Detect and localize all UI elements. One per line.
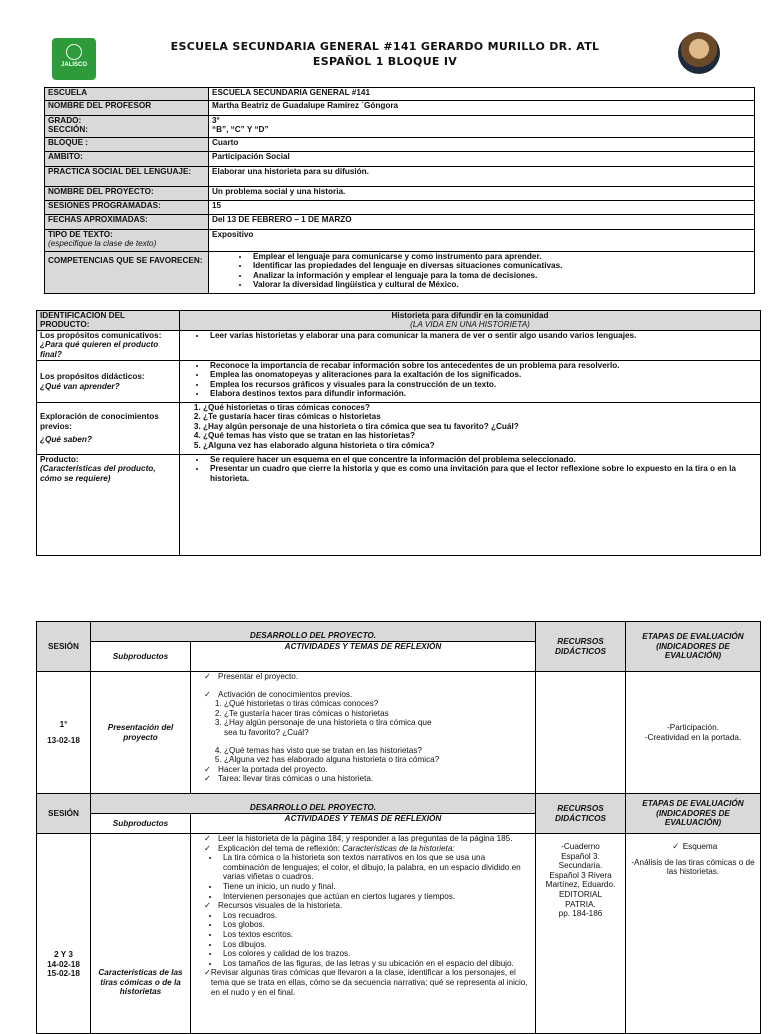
recursos-header: RECURSOS DIDÁCTICOS (536, 622, 626, 672)
row-label (45, 230, 209, 252)
table-row (45, 201, 755, 215)
check-text: Revisar algunas tiras cómicas que llevaron a la clase, identificar a los personajes, el tema que se trata en ellas, cómo se da secuencia narrativa: qué se representa al inicio, en el nudo y en el final. (210, 968, 528, 997)
sesion-number: 2 Y 3 (54, 950, 73, 959)
check-text: Tarea: llevar tiras cómicas o una historieta. (218, 774, 374, 784)
id-label: IDENTIFICACION DEL PRODUCTO: (37, 311, 180, 331)
list-item: • Los dibujos. (220, 940, 532, 950)
subproductos-header: Subproductos (91, 642, 191, 672)
table-row (45, 167, 755, 187)
seccion-label: SECCIÓN: (48, 125, 89, 135)
actividades-cell (191, 834, 536, 1034)
list-item: • Analizar la información y emplear el lenguaje para la toma de decisiones. (250, 271, 751, 280)
list-item: • Valorar la diversidad lingüística y cultural de México. (250, 280, 751, 289)
eval-check-text: Esquema (682, 842, 718, 851)
list-item: 5. ¿Alguna vez has elaborado alguna historieta o tira cómica? (224, 755, 532, 765)
list-item: • Tiene un inicio, un nudo y final. (220, 882, 532, 892)
list-item: • Elabora destinos textos para difundir información. (207, 389, 757, 398)
list-item: 2. ¿Te gustaría hacer tiras cómicas o historietas (224, 709, 444, 719)
table-row (37, 331, 761, 361)
grado-label: GRADO: (48, 116, 82, 125)
desarrollo-header: DESARROLLO DEL PROYECTO. (91, 622, 536, 642)
sesion-date: 15-02-18 (47, 969, 80, 979)
row-value: Martha Beatriz de Guadalupe Ramírez ´Góngora (209, 101, 755, 116)
table-row (45, 88, 755, 101)
list-item: • Emplea las onomatopeyas y aliteraciones para la exaltación de los significados. (207, 370, 757, 379)
table-row (45, 230, 755, 252)
list-item: 1. ¿Qué historietas o tiras cómicas conoces? (203, 403, 757, 412)
desarrollo-header: DESARROLLO DEL PROYECTO. (91, 794, 536, 814)
id-value (180, 311, 761, 331)
did-label-text: Los propósitos didácticos: (40, 372, 145, 382)
actividades-header: ACTIVIDADES Y TEMAS DE REFLEXIÓN (191, 642, 536, 672)
prod-note: (Características del producto, cómo se requiere) (40, 464, 156, 483)
actividades-header: ACTIVIDADES Y TEMAS DE REFLEXIÓN (191, 814, 536, 834)
list-item: • Leer varias historietas y elaborar una para comunicar la manera de ver o sentir algo usando varios lenguajes. (207, 331, 757, 340)
comm-label (37, 331, 180, 361)
list-item: • Emplear el lenguaje para comunicarse y como instrumento para aprender. (250, 252, 751, 261)
school-title: ESCUELA SECUNDARIA GENERAL #141 GERARDO MURILLO DR. ATL (170, 40, 600, 53)
jalisco-logo (52, 38, 96, 80)
table-row (37, 403, 761, 455)
check-icon: ✓ (204, 672, 211, 681)
list-item: • Los recuadros. (220, 911, 532, 921)
row-label: NOMBRE DEL PROFESOR (45, 101, 209, 116)
eval-text: -Análisis de las tiras cómicas o de las historietas. (631, 857, 755, 877)
eval-cell: -Participación. -Creatividad en la portada. (626, 672, 761, 794)
row-value: Participación Social (209, 152, 755, 167)
table-row (37, 672, 761, 794)
check-icon: ✓ (204, 774, 211, 784)
sesion-date: 13-02-18 (47, 735, 80, 745)
list-item: • Intervienen personajes que actúan en ciertos lugares y tiempos. (220, 892, 532, 902)
sesion-header: SESIÓN (37, 622, 91, 672)
row-value: Del 13 DE FEBRERO – 1 DE MARZO (209, 215, 755, 230)
prod-value (180, 455, 761, 556)
list-item: 3. ¿Hay algún personaje de una historieta o tira cómica que sea tu favorito? ¿Cuál? (224, 718, 444, 737)
row-label: AMBITO: (45, 152, 209, 167)
expl-label-text: Exploración de conocimientos previos: (40, 412, 159, 431)
schedule-table (36, 621, 761, 1034)
list-item: • Emplea los recursos gráficos y visuales para la construcción de un texto. (207, 380, 757, 389)
check-item (194, 968, 532, 997)
row-value: 15 (209, 201, 755, 215)
row-value: Un problema social y una historia. (209, 187, 755, 201)
table-row (37, 834, 761, 1034)
sesion-date: 14-02-18 (47, 959, 80, 969)
list-item: • Los colores y calidad de los trazos. (220, 949, 532, 959)
row-label (45, 116, 209, 138)
list-item: • Identificar las propiedades del lenguaje en diversas situaciones comunicativas. (250, 261, 751, 270)
check-text-italic: Características de la historieta: (342, 843, 455, 853)
table-row (45, 152, 755, 167)
table-row (45, 252, 755, 294)
check-icon: ✓ (204, 968, 211, 978)
table-header-row (37, 794, 761, 814)
check-text-pre: Explicación del tema de reflexión: (218, 843, 343, 853)
row-label: PRACTICA SOCIAL DEL LENGUAJE: (45, 167, 209, 187)
list-item: 1. ¿Qué historietas o tiras cómicas conoces? (224, 699, 444, 709)
prod-label-text: Producto: (40, 455, 79, 464)
check-item (194, 774, 532, 784)
check-item (194, 690, 532, 700)
check-item (194, 844, 532, 854)
check-item (194, 672, 532, 682)
sesion-cell (37, 672, 91, 794)
tipo-texto-note: (especifique la clase de texto) (48, 239, 157, 249)
row-label: FECHAS APROXIMADAS: (45, 215, 209, 230)
check-item (194, 834, 532, 844)
list-item: • Presentar un cuadro que cierre la historia y que es como una invitación para que el lector reflexione sobre lo expuesto en la tira o en la historieta. (207, 464, 757, 483)
subproducto-cell: Características de las tiras cómicas o de la historietas (91, 834, 191, 1034)
table-row (37, 361, 761, 403)
comm-label-text: Los propósitos comunicativos: (40, 331, 162, 340)
id-value-text: Historieta para difundir en la comunidad (391, 311, 549, 320)
recursos-header: RECURSOS DIDÁCTICOS (536, 794, 626, 834)
list-item: • La tira cómica o la historieta son textos narrativos en los que se usa una combinación de lenguajes; el color, el dibujo, la palabra, en un espacio dividido en varias viñetas o cuadros. (220, 853, 532, 882)
grado-value: 3° (212, 116, 220, 125)
list-item: 2. ¿Te gustaría hacer tiras cómicas o historietas (203, 412, 757, 421)
check-item (194, 901, 532, 911)
product-table (36, 310, 761, 556)
row-value (209, 116, 755, 138)
table-row (45, 116, 755, 138)
id-value-note: (LA VIDA EN UNA HISTORIETA) (410, 320, 530, 330)
row-value: Elaborar una historieta para su difusión. (209, 167, 755, 187)
check-text: Presentar el proyecto. (218, 672, 299, 681)
did-label (37, 361, 180, 403)
table-row (45, 101, 755, 116)
check-icon: ✓ (672, 842, 680, 851)
check-icon: ✓ (204, 834, 211, 843)
sesion-number: 1° (59, 719, 68, 729)
actividades-cell (191, 672, 536, 794)
table-row (45, 187, 755, 201)
eval-check-item (629, 842, 757, 852)
did-question: ¿Qué van aprender? (40, 381, 120, 391)
seccion-value: “B”, “C” Y “D” (212, 125, 269, 135)
table-header-row (37, 622, 761, 642)
check-icon: ✓ (204, 764, 211, 774)
list-item: 5. ¿Alguna vez has elaborado alguna historieta o tira cómica? (203, 441, 757, 450)
did-value (180, 361, 761, 403)
row-label: BLOQUE : (45, 138, 209, 152)
row-value: Expositivo (209, 230, 755, 252)
check-text: Activación de conocimientos previos. (218, 689, 353, 699)
subproductos-header: Subproductos (91, 814, 191, 834)
check-text: Leer la historieta de la página 184, y responder a las preguntas de la página 185. (218, 834, 513, 843)
list-item: • Reconoce la importancia de recabar información sobre los antecedentes de un problema para resolverlo. (207, 361, 757, 370)
seal-icon (66, 44, 82, 60)
logo-text: JALISCO (60, 62, 87, 68)
etapas-header: ETAPAS DE EVALUACIÓN (INDICADORES DE EVALUACIÓN) (626, 794, 761, 834)
expl-question: ¿Qué saben? (40, 435, 92, 445)
check-icon: ✓ (204, 901, 211, 911)
check-text: Hacer la portada del proyecto. (218, 764, 328, 774)
comm-question: ¿Para qué quieren el producto final? (40, 340, 159, 359)
row-label: NOMBRE DEL PROYECTO: (45, 187, 209, 201)
check-text (218, 844, 455, 854)
row-label: ESCUELA (45, 88, 209, 101)
table-row (37, 455, 761, 556)
competencias-label: COMPETENCIAS QUE SE FAVORECEN: (45, 252, 209, 294)
eval-cell (626, 834, 761, 1034)
list-item: 4. ¿Qué temas has visto que se tratan en las historietas? (203, 431, 757, 440)
prod-label (37, 455, 180, 556)
row-label: SESIONES PROGRAMADAS: (45, 201, 209, 215)
competencias-value (209, 252, 755, 294)
row-value: ESCUELA SECUNDARIA GENERAL #141 (209, 88, 755, 101)
comm-value (180, 331, 761, 361)
row-value: Cuarto (209, 138, 755, 152)
list-item: • Los textos escritos. (220, 930, 532, 940)
sesion-header: SESIÓN (37, 794, 91, 834)
list-item: • Los tamaños de las figuras, de las letras y su ubicación en el espacio del dibujo. (220, 959, 532, 969)
etapas-header: ETAPAS DE EVALUACIÓN (INDICADORES DE EVALUACIÓN) (626, 622, 761, 672)
expl-value (180, 403, 761, 455)
sesion-cell (37, 834, 91, 1034)
check-item (194, 765, 532, 775)
check-icon: ✓ (204, 843, 211, 853)
table-row (37, 311, 761, 331)
list-item: 4. ¿Qué temas has visto que se tratan en las historietas? (224, 746, 532, 756)
table-row (45, 215, 755, 230)
check-icon: ✓ (204, 689, 211, 699)
list-item: • Se requiere hacer un esquema en el que concentre la información del problema seleccionado. (207, 455, 757, 464)
general-info-table (44, 87, 755, 294)
recursos-cell (536, 672, 626, 794)
subject-title: ESPAÑOL 1 BLOQUE IV (312, 55, 458, 68)
list-item: 3. ¿Hay algún personaje de una historieta o tira cómica que sea tu favorito? ¿Cuál? (203, 422, 757, 431)
portrait-icon (678, 32, 720, 74)
table-row (45, 138, 755, 152)
subproducto-cell: Presentación del proyecto (91, 672, 191, 794)
recursos-cell: -Cuaderno Español 3. Secundaria. Español 3 Rivera Martínez, Eduardo. EDITORIAL PATRIA. pp. 184-186 (536, 834, 626, 1034)
tipo-texto-label: TIPO DE TEXTO: (48, 230, 113, 239)
expl-label (37, 403, 180, 455)
check-text: Recursos visuales de la historieta. (218, 901, 343, 911)
list-item: • Los globos. (220, 920, 532, 930)
